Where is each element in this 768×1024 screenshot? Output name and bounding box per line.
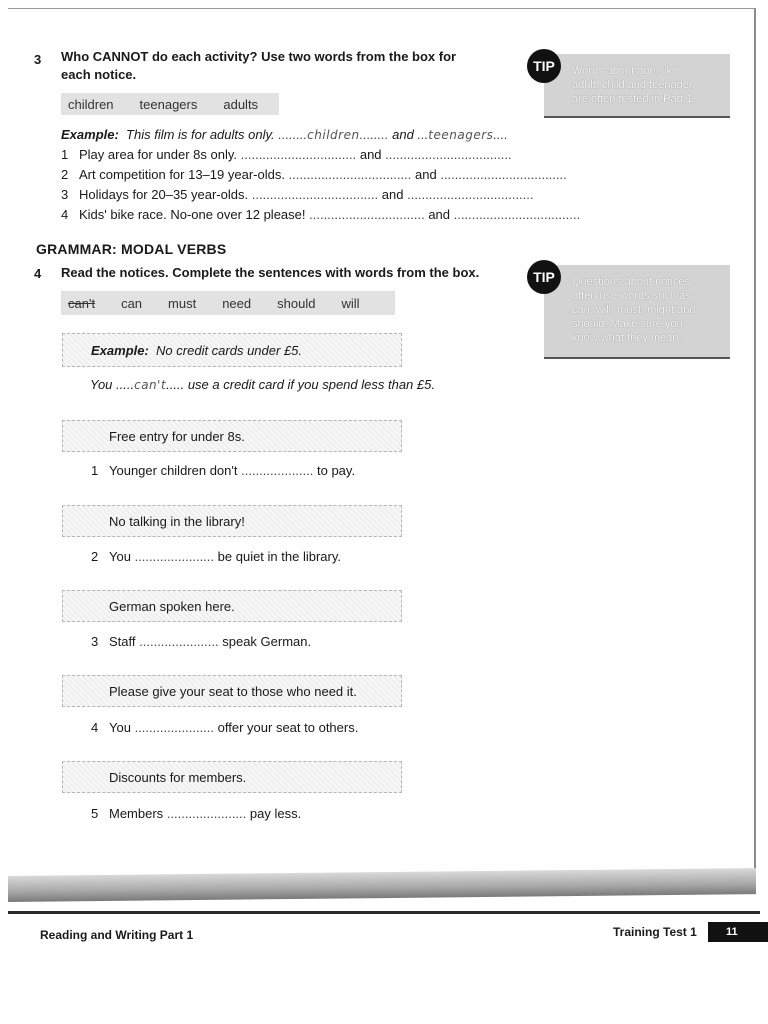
notice-1	[62, 420, 402, 452]
item-number: 4	[91, 720, 99, 735]
exercise-4-item-2	[91, 549, 341, 564]
notice-4	[62, 675, 402, 707]
example-sentence-start: You .....	[90, 377, 135, 392]
item-before: Staff	[109, 634, 136, 649]
exercise-3-number: 3	[34, 52, 42, 67]
tip-box-1	[544, 54, 730, 118]
item-number: 3	[61, 187, 69, 202]
item-text: Play area for under 8s only.	[79, 147, 238, 162]
item-number: 3	[91, 634, 99, 649]
exercise-4-prompt: Read the notices. Complete the sentences with words from the box.	[61, 265, 480, 280]
notice-text: No talking in the library!	[109, 513, 245, 529]
notice-text: Please give your seat to those who need it.	[109, 683, 357, 699]
exercise-3-word-box	[61, 93, 279, 115]
exercise-4-item-5	[91, 806, 301, 821]
item-number: 4	[61, 207, 69, 222]
word-box-item-used: can't	[68, 295, 96, 311]
example-label: Example:	[91, 342, 149, 358]
item-and: and	[359, 147, 382, 162]
tip-line: often use words such as	[572, 290, 691, 302]
exercise-3-item-4	[61, 207, 580, 222]
answer-dots: ........	[359, 127, 389, 142]
exercise-3-item-3	[61, 187, 534, 202]
word-box-item: can	[121, 295, 143, 311]
item-and: and	[415, 167, 437, 182]
item-number: 2	[91, 549, 99, 564]
notice-text: German spoken here.	[109, 598, 235, 614]
item-number: 2	[61, 167, 69, 182]
exercise-4-number: 4	[34, 266, 42, 281]
item-text: Art competition for 13–19 year-olds.	[79, 167, 285, 182]
grammar-section-title: GRAMMAR: MODAL VERBS	[36, 241, 227, 257]
exercise-4-word-box	[61, 291, 395, 315]
footer-rule	[8, 911, 760, 914]
example-answer-2: teenagers	[428, 128, 494, 142]
item-after: offer your seat to others.	[217, 720, 359, 735]
word-box-item: will	[341, 295, 360, 311]
exercise-4-item-3	[91, 634, 311, 649]
example-answer: can't	[134, 378, 167, 392]
item-number: 1	[91, 463, 99, 478]
word-box-item: adults	[223, 96, 259, 112]
example-and: and	[392, 127, 414, 142]
word-box-item: children	[68, 96, 114, 112]
item-before: You	[109, 549, 131, 564]
footer-test-label: Training Test 1	[613, 925, 697, 939]
notice-text: Discounts for members.	[109, 769, 247, 785]
exercise-4-item-4	[91, 720, 358, 735]
answer-blank[interactable]: ....................	[241, 463, 314, 478]
notice-2	[62, 505, 402, 537]
tip-line: Questions about notices	[572, 276, 691, 288]
answer-blank-2[interactable]: ...................................	[385, 147, 512, 162]
item-before: You	[109, 720, 131, 735]
example-notice	[62, 333, 402, 367]
answer-blank[interactable]: ......................	[134, 549, 215, 564]
item-text: Kids' bike race. No-one over 12 please!	[79, 207, 306, 222]
tip-line: are often tested in Part 1.	[572, 93, 696, 105]
tip-badge-2: TIP	[527, 260, 561, 294]
tip-line: adult, child and teenager,	[572, 79, 695, 91]
word-box-item: teenagers	[139, 96, 198, 112]
exercise-3-prompt	[61, 48, 456, 84]
exercise-3-prompt-line2: each notice.	[61, 67, 137, 82]
item-and: and	[428, 207, 451, 222]
exercise-4-example-sentence	[90, 377, 435, 392]
notice-text: Free entry for under 8s.	[109, 428, 245, 444]
item-after: speak German.	[222, 634, 312, 649]
word-box-item: should	[277, 295, 316, 311]
word-box-item: must	[168, 295, 197, 311]
answer-blank-2[interactable]: ...................................	[440, 167, 567, 182]
answer-dots: ........	[278, 127, 308, 142]
answer-blank-2[interactable]: ...................................	[407, 187, 534, 202]
item-after: to pay.	[317, 463, 356, 478]
exercise-4-item-1	[91, 463, 355, 478]
exercise-3-example	[61, 127, 508, 142]
answer-dots: ...	[417, 127, 429, 142]
example-sentence-end: ..... use a credit card if you spend less than £5.	[166, 377, 435, 392]
answer-blank-2[interactable]: ...................................	[453, 207, 581, 222]
answer-blank[interactable]: ......................	[134, 720, 215, 735]
item-text: Holidays for 20–35 year-olds.	[79, 187, 249, 202]
exercise-3-prompt-line1: Who CANNOT do each activity? Use two words from the box for	[61, 49, 457, 64]
example-text: This film is for adults only.	[126, 127, 275, 142]
exercise-3-item-1	[61, 147, 512, 162]
tip-line: can, will, must, might and	[572, 304, 696, 316]
tip-badge-1: TIP	[527, 49, 561, 83]
example-notice-text: No credit cards under £5.	[156, 342, 303, 358]
notice-3	[62, 590, 402, 622]
answer-blank-1[interactable]: ..................................	[288, 167, 412, 182]
item-and: and	[381, 187, 404, 202]
item-number: 5	[91, 806, 99, 821]
answer-blank[interactable]: ......................	[139, 634, 219, 649]
exercise-3-item-2	[61, 167, 567, 182]
tip-line: should. Make sure you	[572, 318, 683, 330]
item-after: be quiet in the library.	[217, 549, 341, 564]
word-box-item: need	[222, 295, 252, 311]
example-label: Example:	[61, 127, 119, 142]
tip-line: Words about age, like	[572, 65, 679, 77]
page-number: 11	[708, 922, 768, 942]
answer-blank[interactable]: ......................	[166, 806, 247, 821]
tip-line: know what they mean.	[572, 332, 682, 344]
tip-box-2	[544, 265, 730, 359]
answer-blank-1[interactable]: ................................	[240, 147, 357, 162]
item-after: pay less.	[249, 806, 302, 821]
item-before: Younger children don't	[109, 463, 238, 478]
answer-blank-1[interactable]: ...................................	[251, 187, 379, 202]
item-before: Members	[109, 806, 164, 821]
answer-blank-1[interactable]: ................................	[309, 207, 425, 222]
footer-section-label: Reading and Writing Part 1	[40, 928, 194, 942]
answer-dots: ....	[493, 127, 508, 142]
item-number: 1	[61, 147, 69, 162]
example-answer-1: children	[307, 128, 360, 142]
notice-5	[62, 761, 402, 793]
